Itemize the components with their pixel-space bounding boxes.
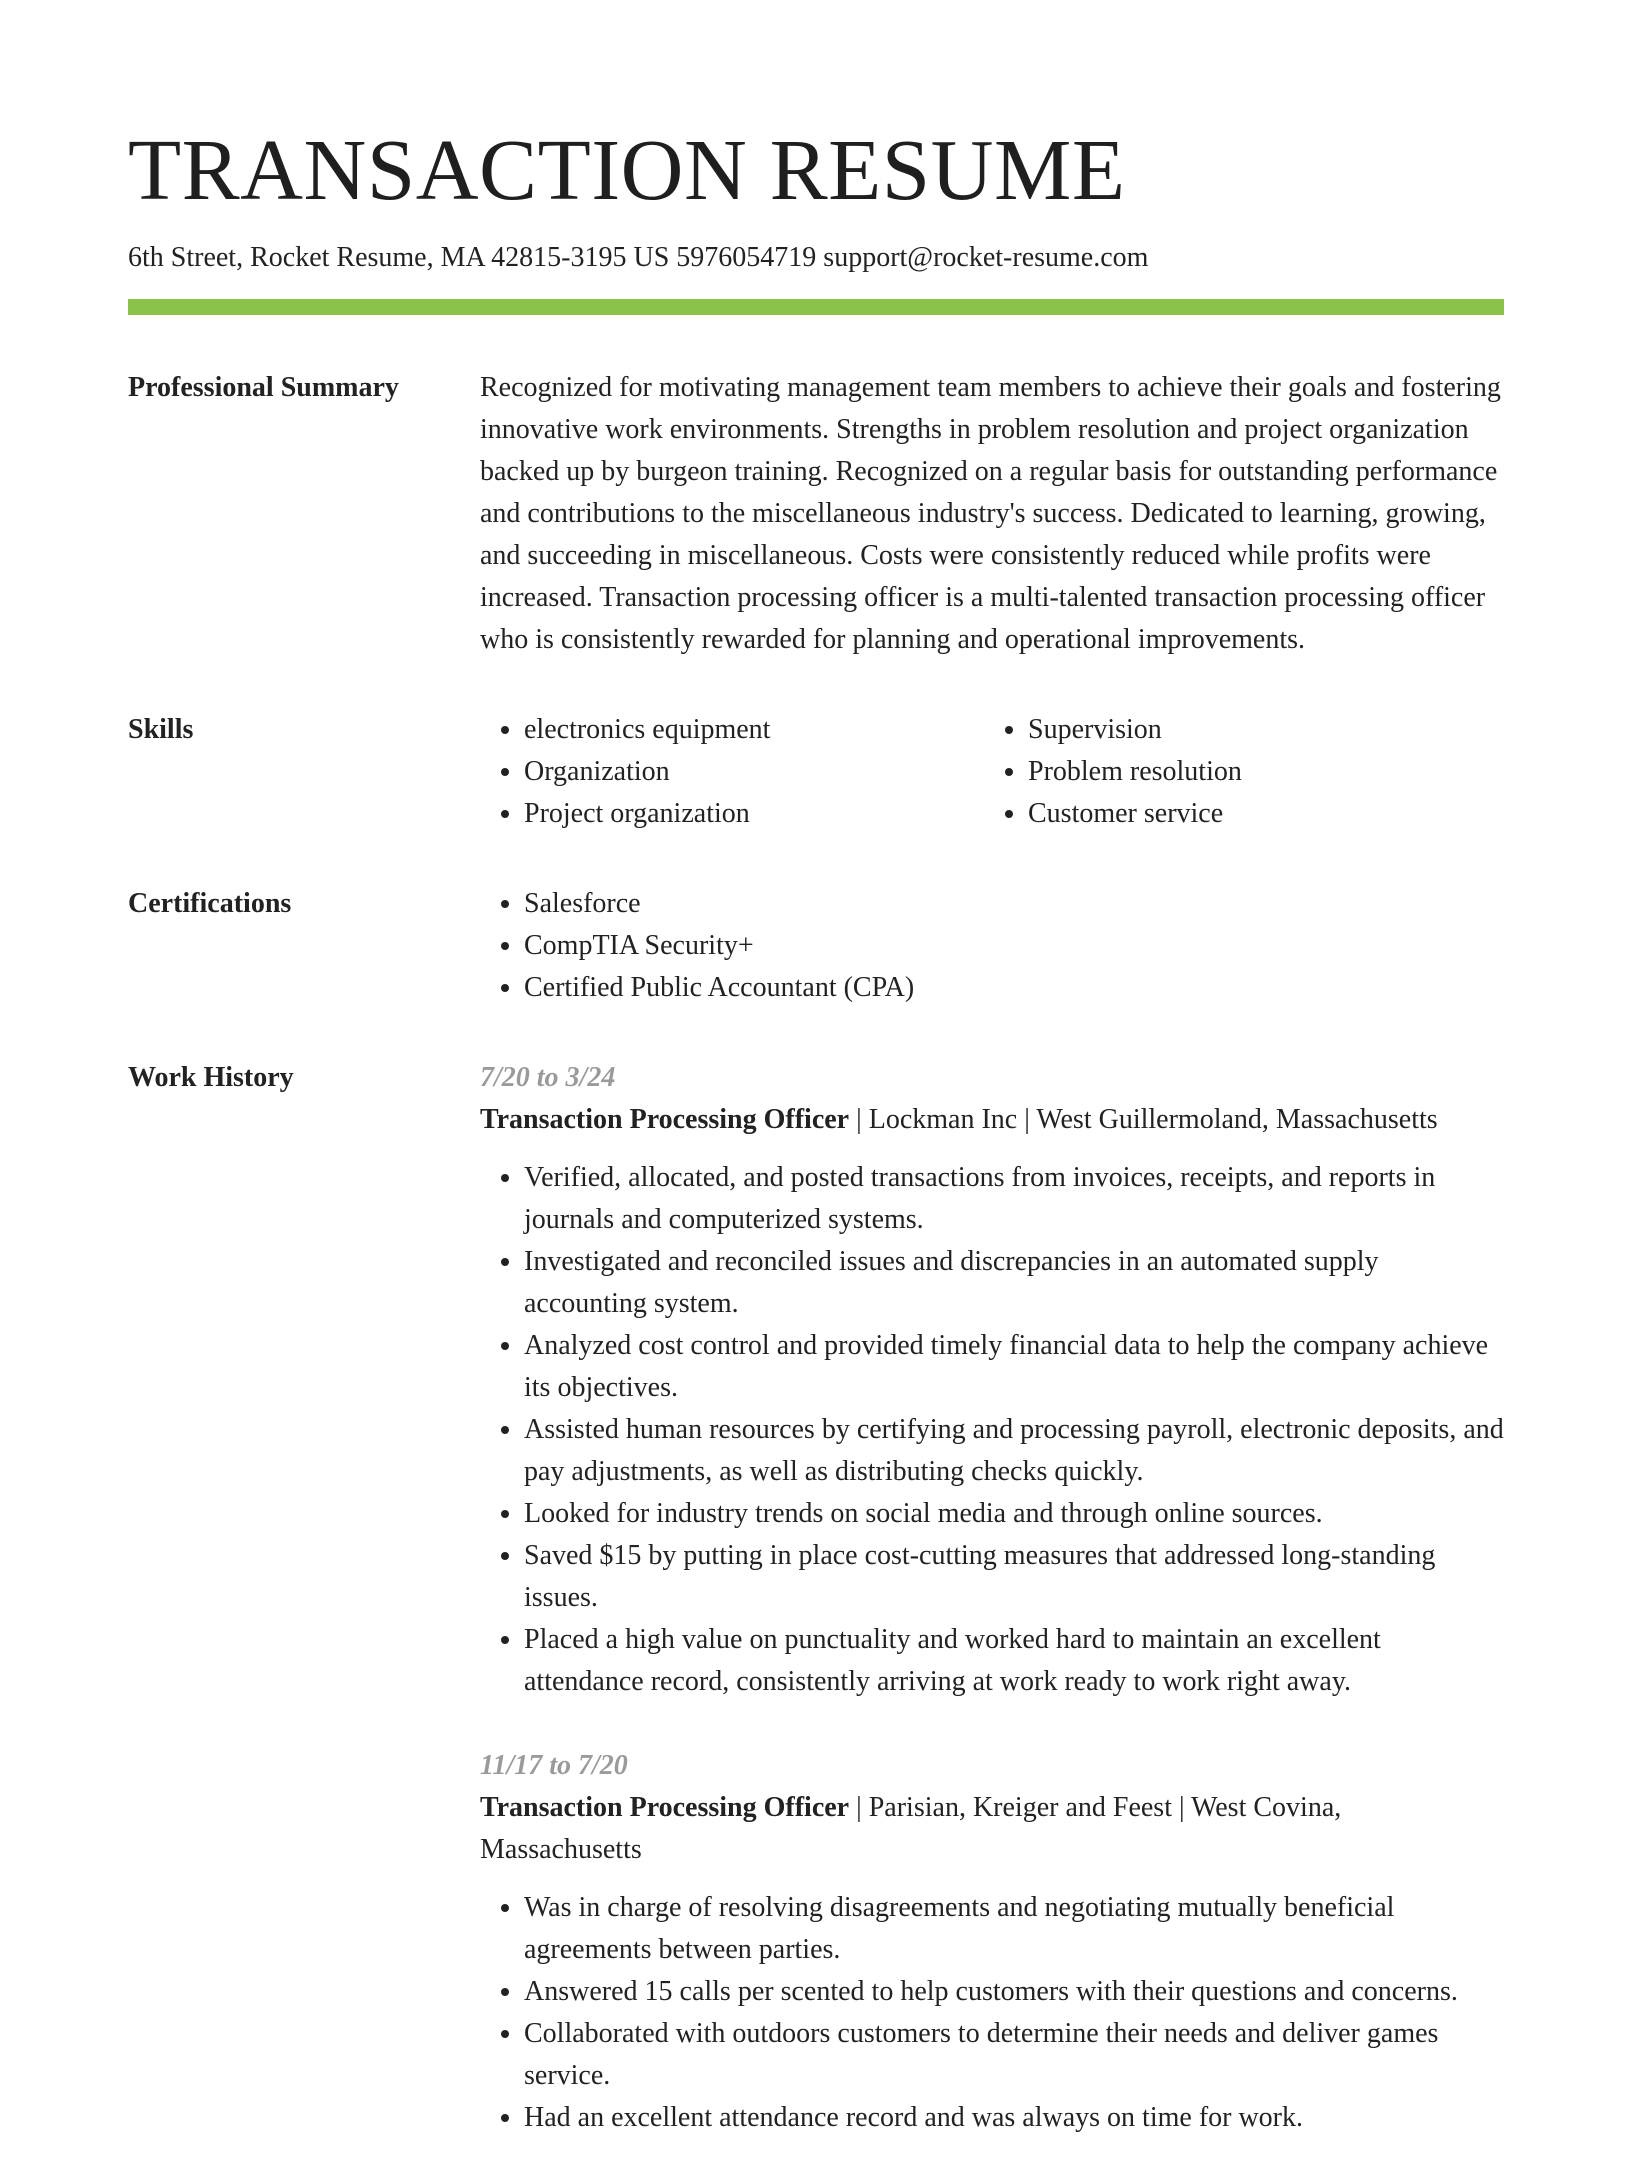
job-bullet: • Investigated and reconciled issues and discrepancies in an automated supply accounting system.	[524, 1241, 1504, 1325]
skill-item: • Problem resolution	[1028, 751, 1504, 793]
certification-item: • Salesforce	[524, 883, 1504, 925]
certification-item: • Certified Public Accountant (CPA)	[524, 967, 1504, 1009]
job-bullet: • Answered 15 calls per scented to help customers with their questions and concerns.	[524, 1971, 1504, 2013]
work-history-section	[128, 1057, 1504, 2181]
job-entry	[480, 1745, 1504, 2139]
work-history-label: Work History	[128, 1062, 294, 1093]
job-bullet: • Had an excellent attendance record and was always on time for work.	[524, 2097, 1504, 2139]
job-bullet: • Verified, allocated, and posted transactions from invoices, receipts, and reports in journals and computerized systems.	[524, 1157, 1504, 1241]
job-heading	[480, 1787, 1504, 1871]
skill-item: • Customer service	[1028, 793, 1504, 835]
job-entry	[480, 1057, 1504, 1703]
certifications-section	[128, 883, 1504, 1009]
work-history-body	[480, 1057, 1504, 2181]
job-dates: 7/20 to 3/24	[480, 1062, 616, 1093]
job-title: Transaction Processing Officer	[480, 1792, 850, 1823]
job-bullet: • Was in charge of resolving disagreements and negotiating mutually beneficial agreements between parties.	[524, 1887, 1504, 1971]
accent-divider	[128, 299, 1504, 315]
job-bullet: • Assisted human resources by certifying and processing payroll, electronic deposits, and pay adjustments, as well as distributing checks quickly.	[524, 1409, 1504, 1493]
resume-page	[128, 120, 1504, 2181]
job-bullets	[480, 1887, 1504, 2139]
summary-body	[480, 367, 1504, 661]
job-title: Transaction Processing Officer	[480, 1104, 850, 1135]
summary-section	[128, 367, 1504, 661]
skill-item: • Project organization	[524, 793, 984, 835]
skills-section	[128, 709, 1504, 835]
summary-label: Professional Summary	[128, 372, 399, 403]
skill-item: • Supervision	[1028, 709, 1504, 751]
job-bullet: • Collaborated with outdoors customers to determine their needs and deliver games service.	[524, 2013, 1504, 2097]
job-heading	[480, 1099, 1504, 1141]
skills-list-right	[984, 709, 1504, 835]
job-details: | Lockman Inc | West Guillermoland, Massachusetts	[849, 1104, 1438, 1135]
job-bullet: • Placed a high value on punctuality and worked hard to maintain an excellent attendance record, consistently arriving at work ready to work right away.	[524, 1619, 1504, 1703]
skills-body	[480, 709, 1504, 835]
job-dates: 11/17 to 7/20	[480, 1750, 628, 1781]
job-details: | Parisian, Kreiger and Feest | West Covina, Massachusetts	[480, 1792, 1342, 1865]
job-bullet: • Analyzed cost control and provided timely financial data to help the company achieve its objectives.	[524, 1325, 1504, 1409]
certification-item: • CompTIA Security+	[524, 925, 1504, 967]
certifications-body	[480, 883, 1504, 1009]
job-bullets	[480, 1157, 1504, 1703]
contact-line: 6th Street, Rocket Resume, MA 42815-3195 US 5976054719 support@rocket-resume.com	[128, 242, 1149, 273]
skill-item: • electronics equipment	[524, 709, 984, 751]
skill-item: • Organization	[524, 751, 984, 793]
certifications-label: Certifications	[128, 888, 292, 919]
certifications-list	[480, 883, 1504, 1009]
summary-text: Recognized for motivating management team members to achieve their goals and fostering innovative work environments. Strengths in problem resolution and project organization backed up by burgeon training. Recognized on a regular basis for outstanding performance and contributions to the miscellaneous industry's success. Dedicated to learning, growing, and succeeding in miscellaneous. Costs were consistently reduced while profits were increased. Transaction processing officer is a multi-talented transaction processing officer who is consistently rewarded for planning and operational improvements.	[480, 372, 1501, 655]
skills-list-left	[480, 709, 984, 835]
job-bullet: • Looked for industry trends on social media and through online sources.	[524, 1493, 1504, 1535]
skills-label: Skills	[128, 714, 194, 745]
resume-title: TRANSACTION RESUME	[128, 121, 1126, 218]
job-bullet: • Saved $15 by putting in place cost-cutting measures that addressed long-standing issues.	[524, 1535, 1504, 1619]
